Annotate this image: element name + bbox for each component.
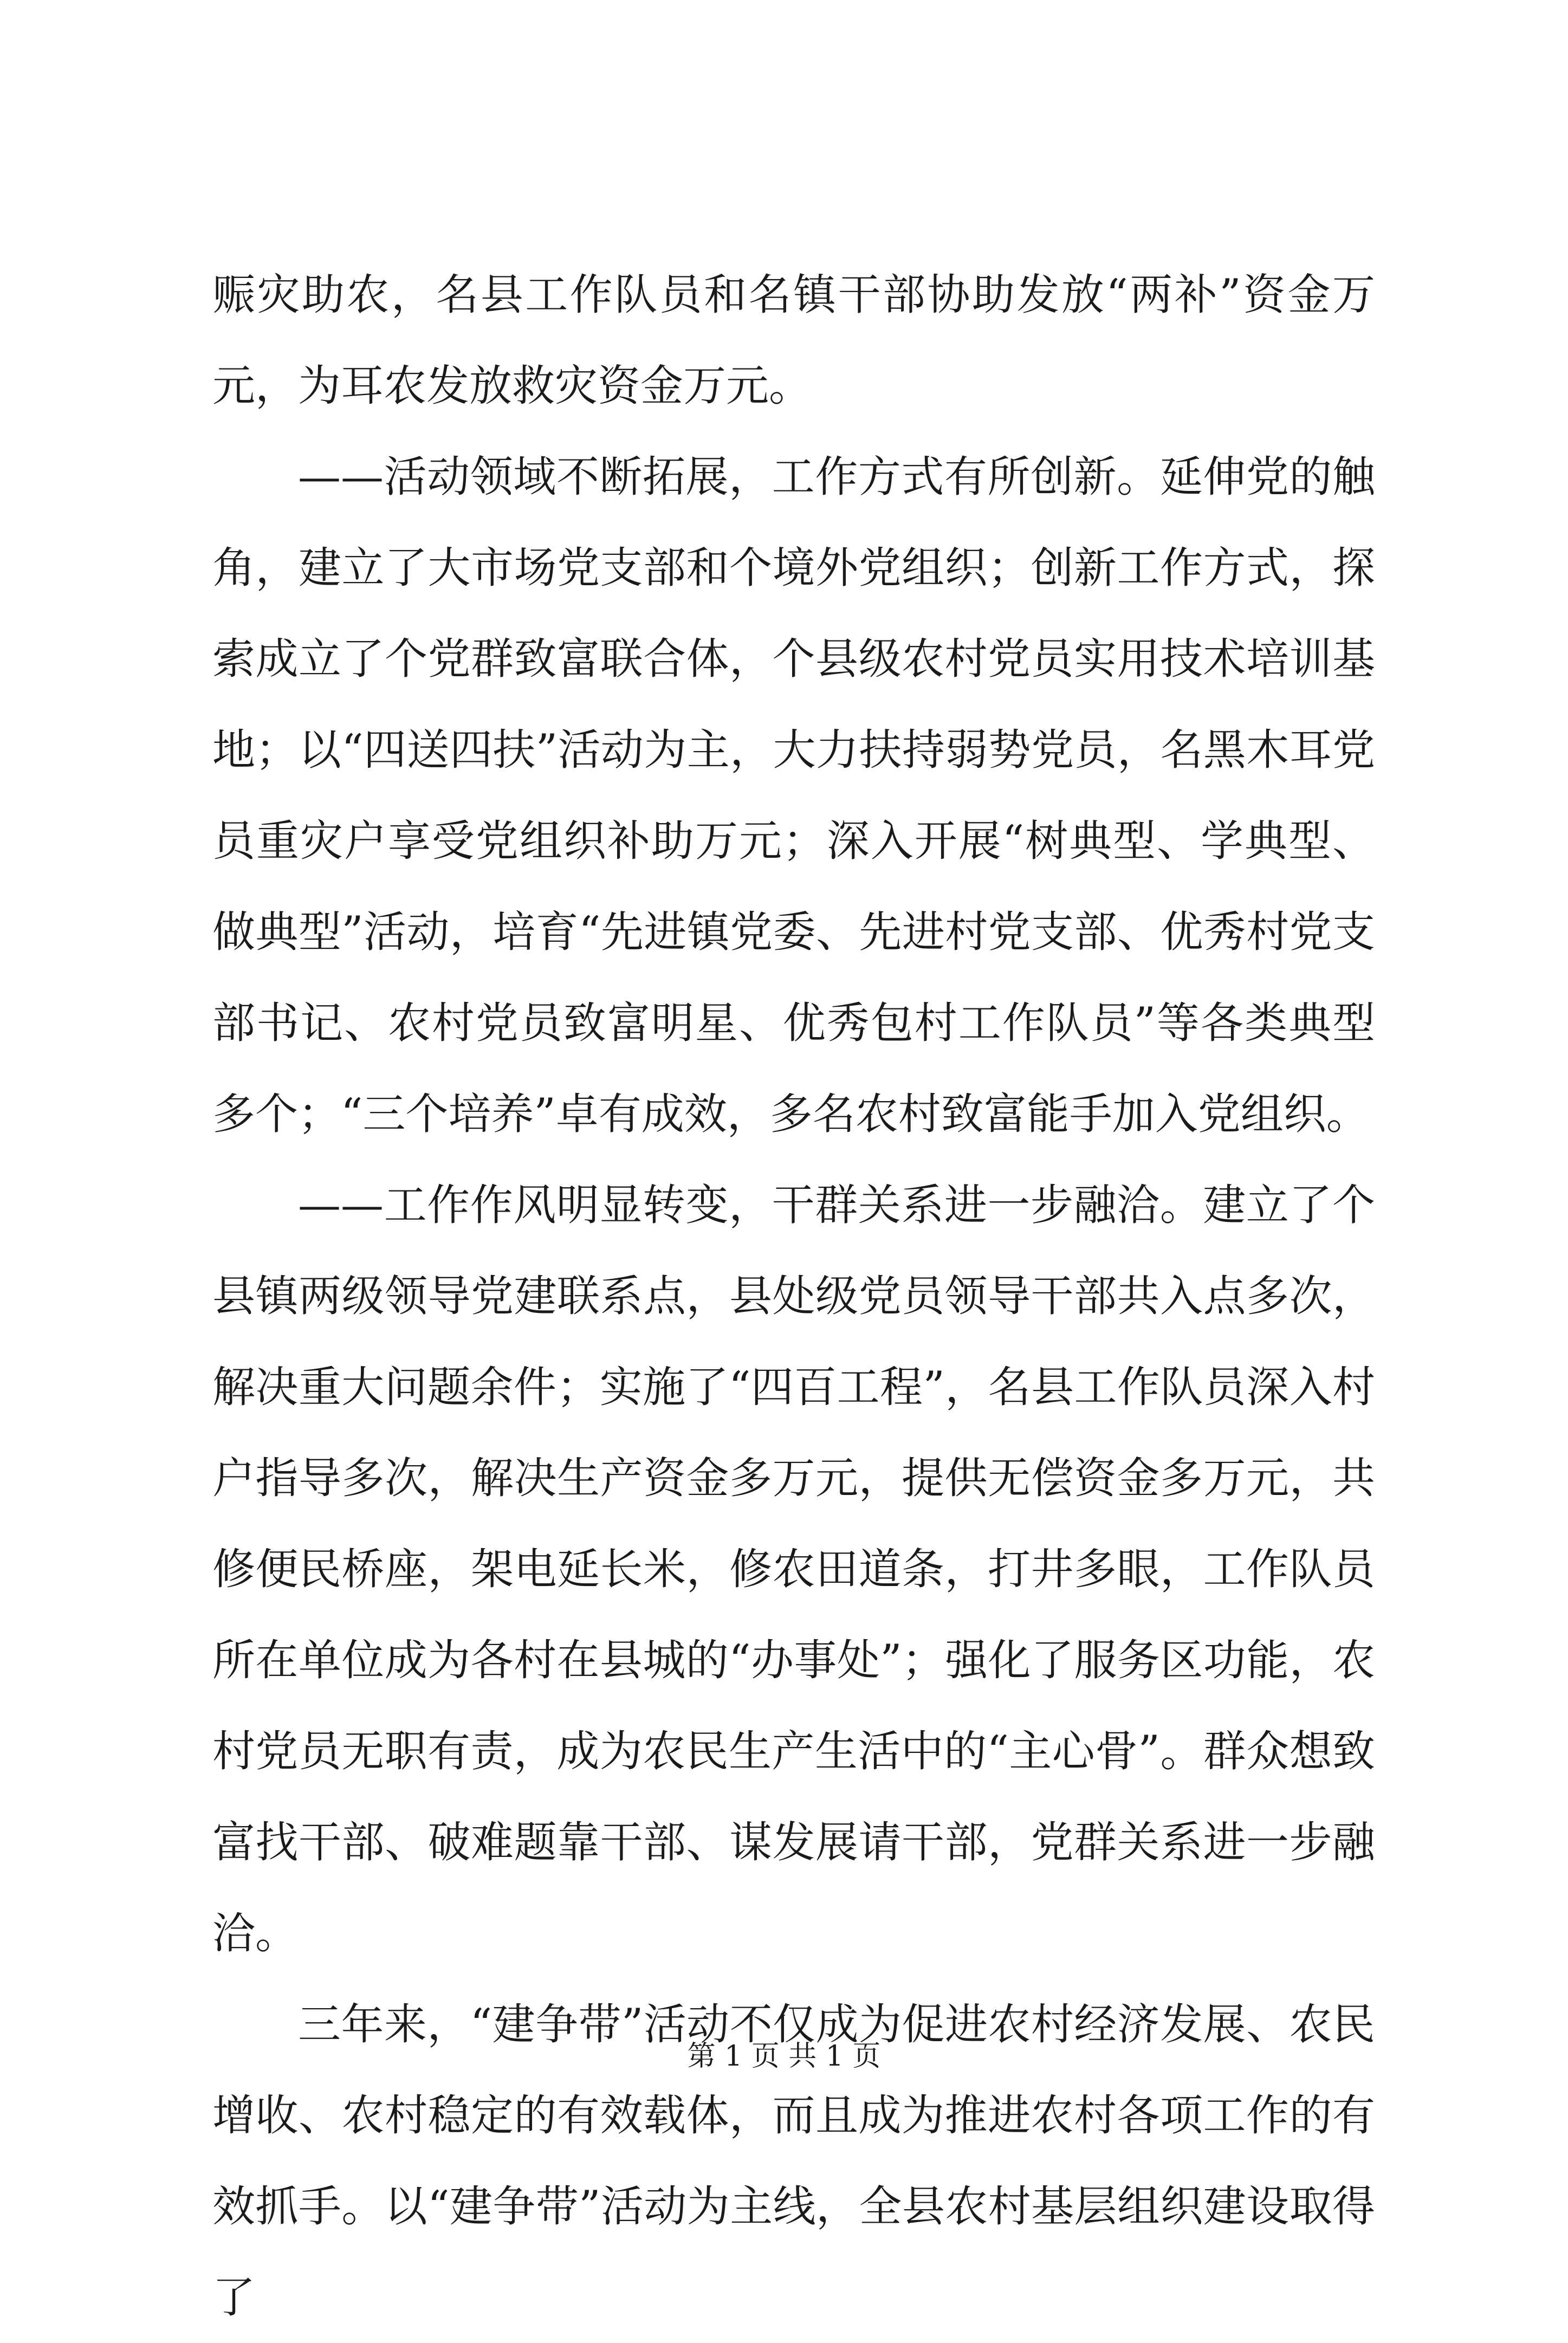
page-footer: 第 1 页 共 1 页 xyxy=(687,2040,881,2073)
paragraph-relief: 赈灾助农，名县工作队员和名镇干部协助发放“两补”资金万元，为耳农发放救灾资金万元。 xyxy=(212,270,1375,411)
paragraph-activity-scope: ——活动领域不断拓展，工作方式有所创新。延伸党的触角，建立了大市场党支部和个境外党组织；创新工作方式，探索成立了个党群致富联合体，个县级农村党员实用技术培训基地；以“四送四扶”活动为主，大力扶持弱势党员，名黑木耳党员重灾户享受党组织补助万元；深入开展“树典型、学典型、做典型”活动，培育“先进镇党委、先进村党支部、优秀村党支部书记、农村党员致富明星、优秀包村工作队员”等各类典型多个；“三个培养”卓有成效，多名农村致富能手加入党组织。 xyxy=(212,452,1375,1139)
paragraph-three-years: 三年来，“建争带”活动不仅成为促进农村经济发展、农民增收、农村稳定的有效载体，而且成为推进农村各项工作的有效抓手。以“建争带”活动为主线，全县农村基层组织建设取得了 xyxy=(212,1999,1375,2322)
paragraph-work-style: ——工作作风明显转变，干群关系进一步融洽。建立了个县镇两级领导党建联系点，县处级党员领导干部共入点多次，解决重大问题余件；实施了“四百工程”，名县工作队员深入村户指导多次，解决生产资金多万元，提供无偿资金多万元，共修便民桥座，架电延长米，修农田道条，打井多眼，工作队员所在单位成为各村在县城的“办事处”；强化了服务区功能，农村党员无职有责，成为农民生产生活中的“主心骨”。群众想致富找干部、破难题靠干部、谋发展请干部，党群关系进一步融洽。 xyxy=(212,1180,1375,1958)
document-body xyxy=(212,249,1375,2343)
